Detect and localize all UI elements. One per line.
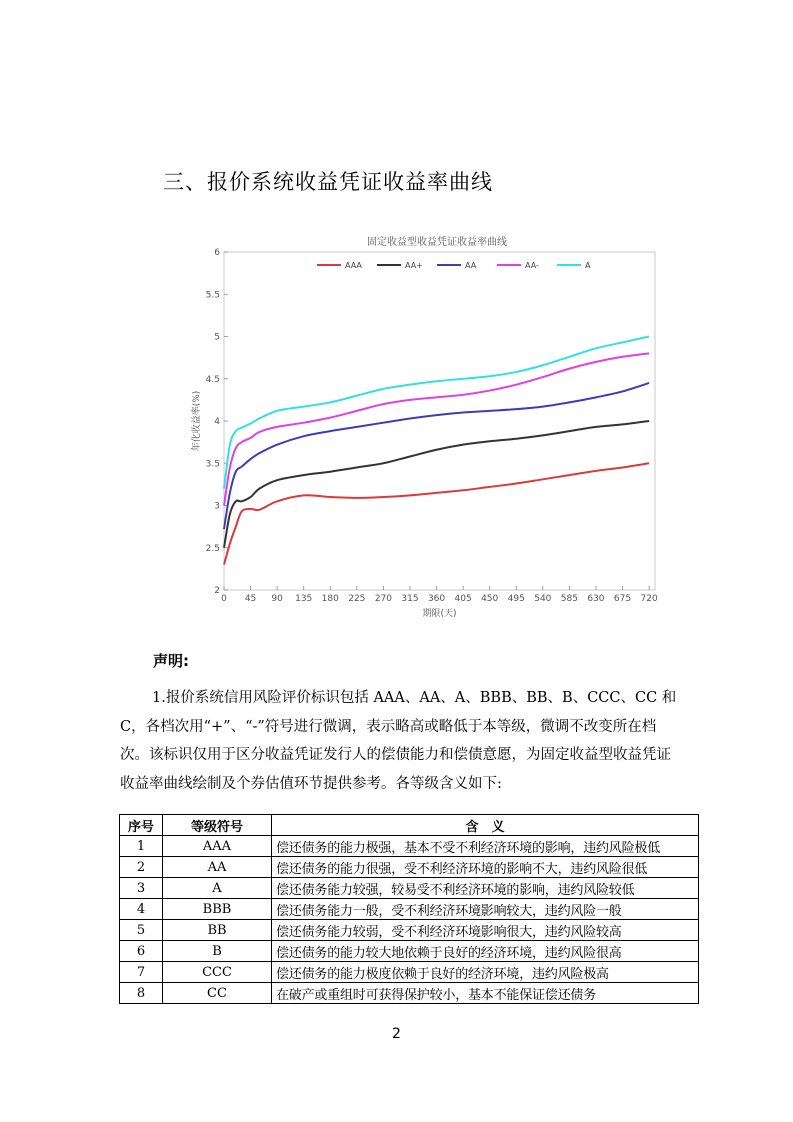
table-row — [120, 836, 699, 857]
yield-curve-chart — [190, 230, 670, 630]
row-meaning: 偿还债务的能力极度依赖于良好的经济环境，违约风险极高 — [272, 962, 699, 983]
table-header-row — [120, 815, 699, 836]
table-row — [120, 857, 699, 878]
y-tick-label: 3.5 — [205, 459, 220, 470]
chart-title: 固定收益型收益凭证收益率曲线 — [367, 237, 507, 248]
section-title: 三、报价系统收益凭证收益率曲线 — [163, 170, 493, 194]
table-row — [120, 962, 699, 983]
x-tick-label: 675 — [613, 594, 632, 604]
table-row — [120, 899, 699, 920]
plot-frame — [224, 252, 655, 590]
y-tick-label: 2.5 — [205, 543, 220, 554]
row-index: 6 — [120, 941, 163, 962]
row-symbol: AAA — [163, 836, 272, 857]
y-axis-label: 年化收益率(%) — [192, 390, 202, 452]
series-line-a — [224, 337, 649, 489]
row-symbol: CC — [163, 983, 272, 1004]
x-tick-label: 135 — [295, 594, 313, 604]
declaration-paragraph — [120, 684, 680, 798]
x-axis-label: 期限(天) — [422, 609, 457, 619]
legend-label: AA- — [525, 261, 539, 270]
x-tick-label: 270 — [374, 594, 393, 604]
x-tick-label: 45 — [244, 594, 257, 604]
x-tick-label: 0 — [221, 594, 227, 604]
x-tick-label: 630 — [587, 594, 605, 604]
declaration-text: 1.报价系统信用风险评价标识包括 AAA、AA、A、BBB、BB、B、CCC、CC 和 C，各档次用“+”、“-”符号进行微调，表示略高或略低于本等级，微调不改变所在档次。该标识仅用于区分收益凭证发行人的偿债能力和偿债意愿，为固定收益型收益凭证收益率曲线绘制及个券估值环节提供参考。各等级含义如下: — [120, 690, 677, 792]
row-symbol: A — [163, 878, 272, 899]
table-row — [120, 983, 699, 1004]
y-tick-label: 5 — [214, 332, 220, 343]
y-tick-label: 4.5 — [205, 374, 220, 385]
y-tick-label: 5.5 — [205, 290, 220, 301]
legend-label: A — [585, 261, 591, 270]
row-symbol: BBB — [163, 899, 272, 920]
declaration-title: 声明: — [153, 652, 189, 670]
x-tick-label: 585 — [560, 594, 578, 604]
series-line-aa — [224, 383, 649, 529]
row-symbol: BB — [163, 920, 272, 941]
legend-label: AAA — [345, 261, 362, 270]
row-meaning: 偿还债务的能力极强，基本不受不利经济环境的影响，违约风险极低 — [272, 836, 699, 857]
row-index: 5 — [120, 920, 163, 941]
x-tick-label: 180 — [321, 594, 339, 604]
row-index: 7 — [120, 962, 163, 983]
row-index: 1 — [120, 836, 163, 857]
row-index: 2 — [120, 857, 163, 878]
y-tick-label: 4 — [214, 417, 220, 427]
header-symbol: 等级符号 — [163, 815, 272, 836]
x-tick-label: 315 — [401, 594, 419, 604]
legend-label: AA+ — [405, 261, 423, 270]
row-meaning: 在破产或重组时可获得保护较小，基本不能保证偿还债务 — [272, 983, 699, 1004]
row-meaning: 偿还债务的能力较大地依赖于良好的经济环境，违约风险很高 — [272, 941, 699, 962]
row-meaning: 偿还债务的能力很强，受不利经济环境的影响不大，违约风险很低 — [272, 857, 699, 878]
y-tick-label: 6 — [214, 248, 220, 258]
x-tick-label: 360 — [427, 594, 446, 604]
x-tick-label: 225 — [348, 594, 366, 604]
row-meaning: 偿还债务能力较弱，受不利经济环境影响很大，违约风险较高 — [272, 920, 699, 941]
header-meaning: 含 义 — [272, 815, 699, 836]
row-meaning: 偿还债务能力较强，较易受不利经济环境的影响，违约风险较低 — [272, 878, 699, 899]
x-tick-label: 540 — [534, 594, 552, 604]
page-number: 2 — [392, 1026, 401, 1042]
table-row — [120, 920, 699, 941]
row-symbol: AA — [163, 857, 272, 878]
row-index: 8 — [120, 983, 163, 1004]
y-tick-label: 2 — [214, 586, 220, 596]
x-tick-label: 495 — [507, 594, 525, 604]
table-row — [120, 941, 699, 962]
header-index: 序号 — [120, 815, 163, 836]
x-tick-label: 720 — [640, 594, 658, 604]
row-meaning: 偿还债务能力一般，受不利经济环境影响较大，违约风险一般 — [272, 899, 699, 920]
y-tick-label: 3 — [214, 501, 220, 512]
rating-table — [119, 814, 699, 1004]
row-index: 3 — [120, 878, 163, 899]
row-symbol: B — [163, 941, 272, 962]
x-tick-label: 90 — [271, 594, 283, 604]
table-row — [120, 878, 699, 899]
row-symbol: CCC — [163, 962, 272, 983]
row-index: 4 — [120, 899, 163, 920]
x-tick-label: 405 — [454, 594, 472, 604]
x-tick-label: 450 — [481, 594, 499, 604]
legend-label: AA — [465, 261, 477, 270]
